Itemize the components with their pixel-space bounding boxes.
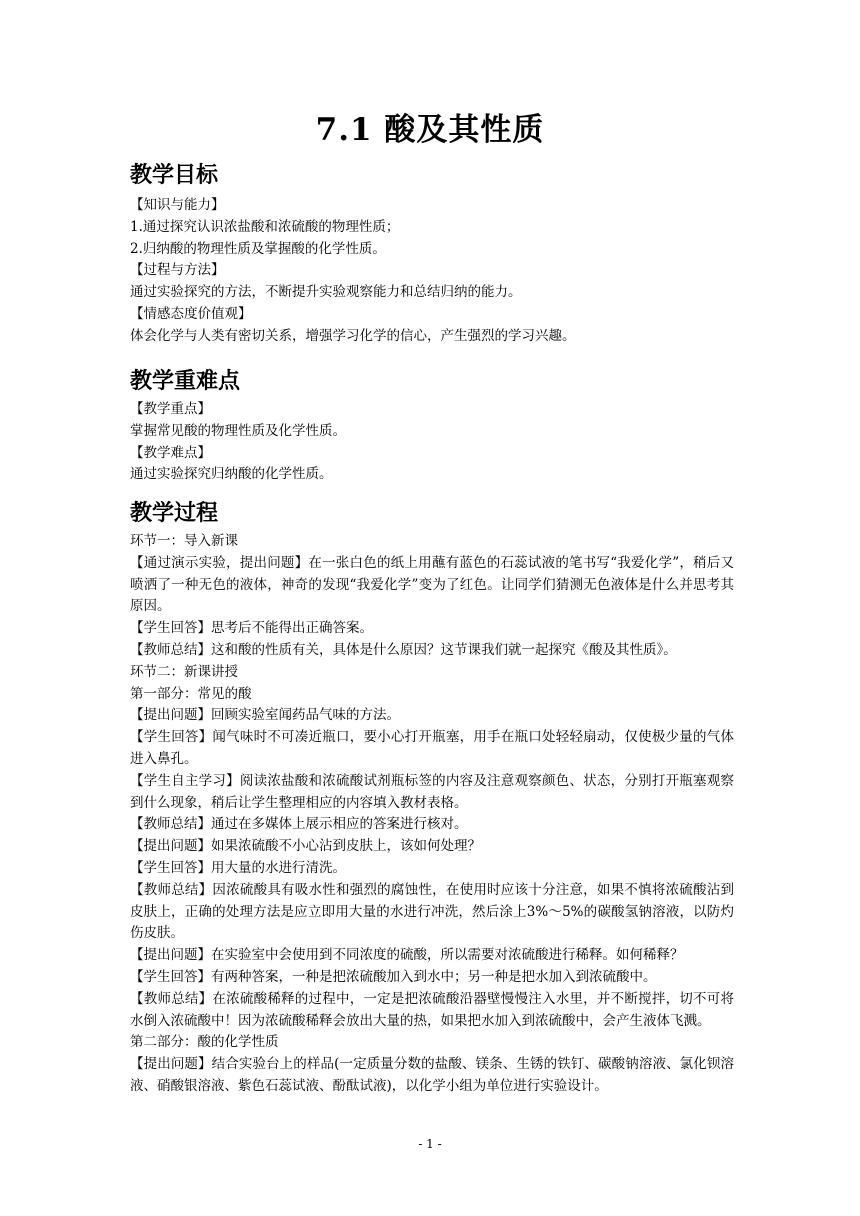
paragraph: 通过实验探究的方法，不断提升实验观察能力和总结归纳的能力。	[130, 284, 522, 301]
paragraph: 【提出问题】结合实验台上的样品(一定质量分数的盐酸、镁条、生锈的铁钉、碳酸钠溶液、氯化钡溶液、硝酸银溶液、紫色石蕊试液、酚酞试液)，以化学小组为单位进行实验设计。	[130, 1056, 734, 1094]
paragraph: 【教师总结】在浓硫酸稀释的过程中，一定是把浓硫酸沿器壁慢慢注入水里，并不断搅拌，切不可将水倒入浓硫酸中！因为浓硫酸稀释会放出大量的热，如果把水加入到浓硫酸中，会产生液体飞溅。	[130, 990, 734, 1029]
paragraph: 【学生回答】有两种答案，一种是把浓硫酸加入到水中；另一种是把水加入到浓硫酸中。	[130, 968, 657, 985]
paragraph: 2.归纳酸的物理性质及掌握酸的化学性质。	[130, 240, 386, 257]
paragraph: 【教师总结】因浓硫酸具有吸水性和强烈的腐蚀性，在使用时应该十分注意，如果不慎将浓硫酸沾到皮肤上，正确的处理方法是应立即用大量的水进行冲洗，然后涂上3%～5%的碳酸氢钠溶液，以防灼伤皮肤。	[130, 881, 734, 942]
document-title: 7.1 酸及其性质	[315, 112, 545, 148]
section-heading-process: 教学过程	[130, 500, 219, 526]
section-body-objectives	[130, 195, 734, 348]
paragraph: 【教学重点】	[130, 401, 211, 417]
paragraph: 【学生回答】闻气味时不可凑近瓶口，要小心打开瓶塞，用手在瓶口处轻轻扇动，仅使极少量的气体进入鼻孔。	[130, 729, 734, 767]
paragraph: 环节二：新课讲授	[130, 663, 238, 680]
paragraph: 【知识与能力】	[130, 197, 225, 213]
paragraph: 【通过演示实验，提出问题】在一张白色的纸上用蘸有蓝色的石蕊试液的笔书写“我爱化学”，稍后又喷洒了一种无色的液体，神奇的发现“我爱化学”变为了红色。让同学们猜测无色液体是什么并思考其原因。	[130, 554, 734, 615]
paragraph: 【过程与方法】	[130, 262, 225, 279]
paragraph: 【教师总结】通过在多媒体上展示相应的答案进行核对。	[130, 816, 468, 833]
section-heading-objectives: 教学目标	[130, 162, 219, 188]
paragraph: 体会化学与人类有密切关系，增强学习化学的信心，产生强烈的学习兴趣。	[130, 327, 576, 344]
paragraph: 【情感态度价值观】	[130, 305, 252, 322]
paragraph: 【提出问题】在实验室中会使用到不同浓度的硫酸，所以需要对浓硫酸进行稀释。如何稀释？	[130, 947, 684, 964]
paragraph: 通过实验探究归纳酸的化学性质。	[130, 466, 333, 483]
paragraph: 掌握常见酸的物理性质及化学性质。	[130, 422, 346, 439]
paragraph: 1.通过探究认识浓盐酸和浓硫酸的物理性质；	[130, 218, 400, 235]
paragraph: 【学生自主学习】阅读浓盐酸和浓硫酸试剂瓶标签的内容及注意观察颜色、状态，分别打开瓶塞观察到什么现象，稍后让学生整理相应的内容填入教材表格。	[130, 772, 734, 811]
paragraph: 第二部分：酸的化学性质	[130, 1034, 279, 1051]
section-body-key-points	[130, 399, 734, 486]
paragraph: 【教学难点】	[130, 444, 211, 461]
paragraph: 【学生回答】用大量的水进行清洗。	[130, 859, 346, 876]
section-heading-key-points: 教学重难点	[130, 368, 241, 394]
page-number: - 1 -	[418, 1137, 442, 1151]
section-body-process	[130, 531, 734, 1098]
paragraph: 环节一：导入新课	[130, 533, 238, 549]
paragraph: 【提出问题】回顾实验室闻药品气味的方法。	[130, 707, 400, 724]
paragraph: 【提出问题】如果浓硫酸不小心沾到皮肤上，该如何处理？	[130, 838, 481, 855]
paragraph: 第一部分：常见的酸	[130, 685, 252, 702]
paragraph: 【学生回答】思考后不能得出正确答案。	[130, 620, 373, 637]
paragraph: 【教师总结】这和酸的性质有关，具体是什么原因？这节课我们就一起探究《酸及其性质》。	[130, 641, 677, 658]
